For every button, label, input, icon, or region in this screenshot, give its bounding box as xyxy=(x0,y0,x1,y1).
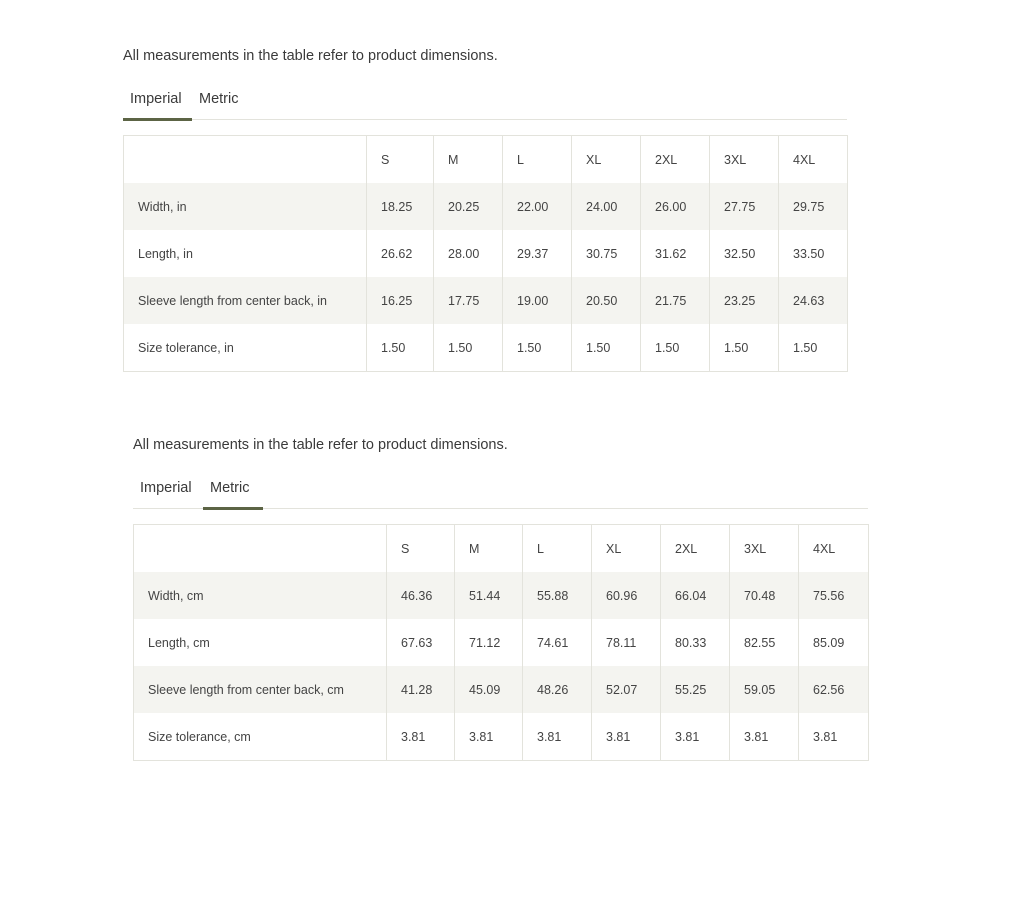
table-cell: 26.00 xyxy=(641,183,710,230)
row-label: Width, cm xyxy=(134,572,387,619)
column-header: 2XL xyxy=(661,525,730,573)
row-label: Width, in xyxy=(124,183,367,230)
row-label: Length, in xyxy=(124,230,367,277)
column-header: L xyxy=(523,525,592,573)
table-row xyxy=(124,277,848,324)
table-cell: 52.07 xyxy=(592,666,661,713)
table-cell: 22.00 xyxy=(503,183,572,230)
table-row xyxy=(124,230,848,277)
table-cell: 59.05 xyxy=(730,666,799,713)
table-cell: 78.11 xyxy=(592,619,661,666)
table-cell: 75.56 xyxy=(799,572,869,619)
table-cell: 62.56 xyxy=(799,666,869,713)
table-row xyxy=(134,666,869,713)
table-cell: 28.00 xyxy=(434,230,503,277)
table-cell: 1.50 xyxy=(641,324,710,372)
table-cell: 20.25 xyxy=(434,183,503,230)
table-cell: 55.88 xyxy=(523,572,592,619)
table-header-row xyxy=(134,525,869,573)
table-cell: 3.81 xyxy=(799,713,869,761)
table-cell: 1.50 xyxy=(572,324,641,372)
table-cell: 3.81 xyxy=(661,713,730,761)
measurements-note: All measurements in the table refer to product dimensions. xyxy=(133,437,508,453)
table-cell: 32.50 xyxy=(710,230,779,277)
header-empty-cell xyxy=(134,525,387,573)
table-cell: 1.50 xyxy=(367,324,434,372)
table-row xyxy=(134,619,869,666)
table-cell: 1.50 xyxy=(434,324,503,372)
column-header: 3XL xyxy=(710,136,779,184)
table-row xyxy=(134,713,869,761)
table-cell: 3.81 xyxy=(387,713,455,761)
table-cell: 74.61 xyxy=(523,619,592,666)
column-header: 4XL xyxy=(779,136,848,184)
row-label: Sleeve length from center back, in xyxy=(124,277,367,324)
table-row xyxy=(124,183,848,230)
column-header: XL xyxy=(592,525,661,573)
column-header: M xyxy=(434,136,503,184)
table-cell: 70.48 xyxy=(730,572,799,619)
table-cell: 20.50 xyxy=(572,277,641,324)
tab-imperial[interactable]: Imperial xyxy=(123,89,192,119)
table-cell: 41.28 xyxy=(387,666,455,713)
table-cell: 71.12 xyxy=(455,619,523,666)
table-cell: 80.33 xyxy=(661,619,730,666)
table-header-row xyxy=(124,136,848,184)
row-label: Size tolerance, in xyxy=(124,324,367,372)
size-chart-metric-panel xyxy=(133,435,868,761)
table-cell: 1.50 xyxy=(779,324,848,372)
table-row xyxy=(124,324,848,372)
measurements-note: All measurements in the table refer to product dimensions. xyxy=(123,48,498,64)
column-header: 3XL xyxy=(730,525,799,573)
table-cell: 66.04 xyxy=(661,572,730,619)
row-label: Length, cm xyxy=(134,619,387,666)
header-empty-cell xyxy=(124,136,367,184)
table-cell: 55.25 xyxy=(661,666,730,713)
table-cell: 48.26 xyxy=(523,666,592,713)
table-cell: 3.81 xyxy=(730,713,799,761)
table-cell: 27.75 xyxy=(710,183,779,230)
table-cell: 17.75 xyxy=(434,277,503,324)
table-cell: 24.63 xyxy=(779,277,848,324)
table-cell: 29.75 xyxy=(779,183,848,230)
table-cell: 46.36 xyxy=(387,572,455,619)
table-cell: 23.25 xyxy=(710,277,779,324)
size-table-metric xyxy=(133,524,869,761)
table-cell: 82.55 xyxy=(730,619,799,666)
table-cell: 67.63 xyxy=(387,619,455,666)
unit-tabs xyxy=(133,478,868,509)
table-cell: 33.50 xyxy=(779,230,848,277)
table-cell: 29.37 xyxy=(503,230,572,277)
table-cell: 21.75 xyxy=(641,277,710,324)
tab-metric[interactable]: Metric xyxy=(199,91,239,107)
table-cell: 3.81 xyxy=(592,713,661,761)
table-cell: 30.75 xyxy=(572,230,641,277)
table-cell: 18.25 xyxy=(367,183,434,230)
table-cell: 60.96 xyxy=(592,572,661,619)
table-cell: 1.50 xyxy=(503,324,572,372)
row-label: Size tolerance, cm xyxy=(134,713,387,761)
row-label: Sleeve length from center back, cm xyxy=(134,666,387,713)
size-chart-imperial-panel xyxy=(123,46,847,372)
table-cell: 51.44 xyxy=(455,572,523,619)
column-header: S xyxy=(387,525,455,573)
column-header: 4XL xyxy=(799,525,869,573)
column-header: 2XL xyxy=(641,136,710,184)
table-cell: 3.81 xyxy=(455,713,523,761)
table-cell: 19.00 xyxy=(503,277,572,324)
table-cell: 31.62 xyxy=(641,230,710,277)
column-header: M xyxy=(455,525,523,573)
column-header: L xyxy=(503,136,572,184)
table-cell: 26.62 xyxy=(367,230,434,277)
tab-imperial[interactable]: Imperial xyxy=(140,480,192,496)
unit-tabs xyxy=(123,89,847,120)
table-cell: 85.09 xyxy=(799,619,869,666)
tab-metric[interactable]: Metric xyxy=(203,478,263,508)
table-cell: 3.81 xyxy=(523,713,592,761)
table-cell: 24.00 xyxy=(572,183,641,230)
column-header: XL xyxy=(572,136,641,184)
table-cell: 45.09 xyxy=(455,666,523,713)
table-cell: 1.50 xyxy=(710,324,779,372)
column-header: S xyxy=(367,136,434,184)
table-cell: 16.25 xyxy=(367,277,434,324)
table-row xyxy=(134,572,869,619)
size-table-imperial xyxy=(123,135,848,372)
